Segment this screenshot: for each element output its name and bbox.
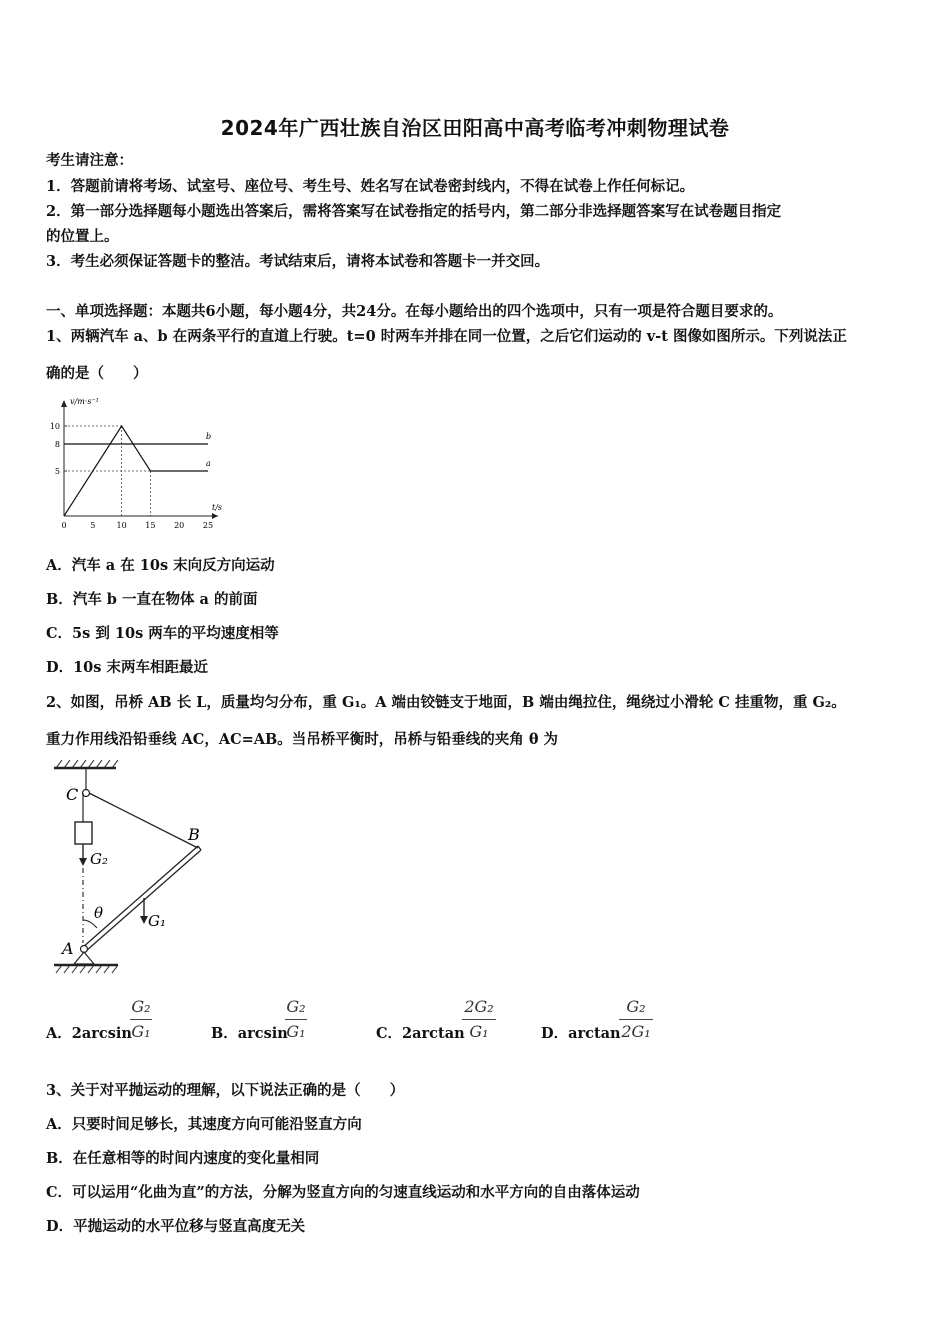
y-axis-label: v/m·s⁻¹ xyxy=(70,397,99,406)
q2-option-b-fraction: G₂ G₁ xyxy=(286,997,306,1041)
vt-chart xyxy=(46,392,236,537)
q1-option-a: A．汽车 a 在 10s 末向反方向运动 xyxy=(46,557,275,574)
q2-stem-line2: 重力作用线沿铅垂线 AC，AC=AB。当吊桥平衡时，吊桥与铅垂线的夹角 θ 为 xyxy=(46,731,559,748)
q3-stem: 3、关于对平抛运动的理解，以下说法正确的是（ ） xyxy=(46,1082,405,1099)
notice-heading: 考生请注意： xyxy=(46,152,133,169)
label-g1: G₁ xyxy=(148,912,166,930)
x-tick-label: 10 xyxy=(116,521,127,530)
section-heading: 一、单项选择题：本题共6小题，每小题4分，共24分。在每小题给出的四个选项中，只有一项是符合题目要求的。 xyxy=(46,303,783,320)
drawbridge-diagram xyxy=(46,760,226,980)
x-tick-label: 0 xyxy=(61,521,67,530)
q1-stem-line1: 1、两辆汽车 a、b 在两条平行的直道上行驶。t=0 时两车并排在同一位置，之后它们运动的 v-t 图像如图所示。下列说法正 xyxy=(46,328,847,345)
weight-box xyxy=(75,822,92,844)
x-axis-label: t/s xyxy=(212,503,223,512)
q1-option-d: D．10s 末两车相距最近 xyxy=(46,659,208,676)
x-tick-label: 20 xyxy=(174,521,185,530)
q3-option-a: A．只要时间足够长，其速度方向可能沿竖直方向 xyxy=(46,1116,362,1133)
x-axis-arrow xyxy=(212,513,218,519)
q1-option-b: B．汽车 b 一直在物体 a 的前面 xyxy=(46,591,258,608)
series-a-label: a xyxy=(206,459,211,468)
label-b: B xyxy=(188,825,200,844)
notice-item-1: 1．答题前请将考场、试室号、座位号、考生号、姓名写在试卷密封线内，不得在试卷上作任何标记。 xyxy=(46,178,695,195)
q3-option-d: D．平抛运动的水平位移与竖直高度无关 xyxy=(46,1218,306,1235)
x-tick-label: 5 xyxy=(90,521,96,530)
chart-axes xyxy=(50,397,222,530)
q1-stem-line2: 确的是（ ） xyxy=(46,365,148,382)
y-tick-label: 10 xyxy=(49,422,60,431)
label-c: C xyxy=(66,785,79,804)
x-tick-label: 25 xyxy=(202,521,214,530)
notice-item-2: 2．第一部分选择题每小题选出答案后，需将答案写在试卷指定的括号内，第二部分非选择题答案写在试卷题目指定 xyxy=(46,203,782,220)
q2-option-a-fraction: G₂ G₁ xyxy=(131,997,151,1041)
series-b-label: b xyxy=(206,432,212,441)
q2-option-c-fraction: 2G₂ G₁ xyxy=(462,996,496,1043)
g1-arrow xyxy=(140,916,148,924)
y-axis-arrow xyxy=(61,400,67,407)
q3-option-b: B．在任意相等的时间内速度的变化量相同 xyxy=(46,1150,320,1167)
q3-option-c: C．可以运用“化曲为直”的方法，分解为竖直方向的匀速直线运动和水平方向的自由落体运动 xyxy=(46,1184,640,1201)
notice-item-3: 3．考生必须保证答题卡的整洁。考试结束后，请将本试卷和答题卡一并交回。 xyxy=(46,253,550,270)
y-tick-label: 8 xyxy=(54,440,60,449)
label-theta: θ xyxy=(94,904,104,922)
label-g2: G₂ xyxy=(90,850,108,868)
q2-options: A．2arcsin G₂ G₁ B．arcsin G₂ G₁ C．2arctan 2G₂ G₁ D．arctan G₂ 2G₁ xyxy=(46,996,746,1050)
label-a: A xyxy=(62,939,74,958)
q1-option-c: C．5s 到 10s 两车的平均速度相等 xyxy=(46,625,279,642)
q2-stem-line1: 2、如图，吊桥 AB 长 L，质量均匀分布，重 G₁。A 端由铰链支于地面，B 端由绳拉住，绳绕过小滑轮 C 挂重物，重 G₂。 xyxy=(46,694,846,711)
rope-cb xyxy=(89,793,198,848)
y-tick-label: 5 xyxy=(54,467,60,476)
exam-title: 2024年广西壮族自治区田阳高中高考临考冲刺物理试卷 xyxy=(220,116,730,140)
x-tick-label: 15 xyxy=(145,521,156,530)
q2-option-d-fraction: G₂ 2G₁ xyxy=(619,996,653,1043)
notice-item-2-cont: 的位置上。 xyxy=(46,228,119,245)
